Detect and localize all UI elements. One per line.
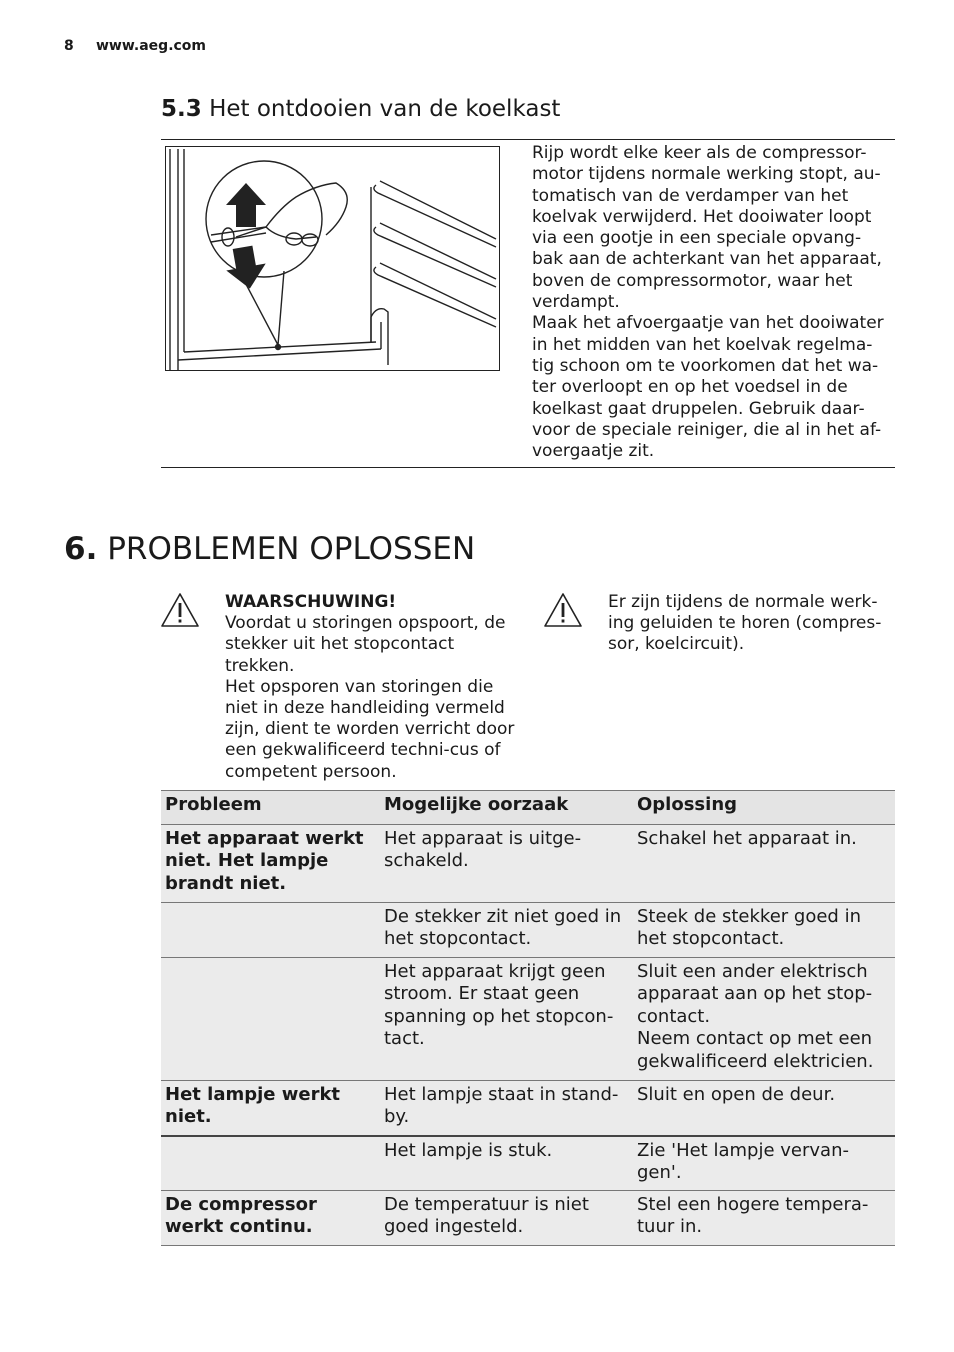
defrost-paragraph-1: Rijp wordt elke keer als de compressor-motor tijdens normale werking stopt, au-tomatisch van de verdamper van het koelvak verwijderd. Het dooiwater loopt via een gootje in een speciale opvang-bak aan de achterkant van het apparaat, boven de compressormotor, waar het verdampt. (532, 143, 882, 313)
cause-cell: Het apparaat is uitge-schakeld. (380, 825, 633, 903)
solution-cell: Stel een hogere tempera-tuur in. (633, 1191, 895, 1246)
header-solution: Oplossing (633, 791, 895, 825)
section-bottom-rule (161, 467, 895, 468)
problem-cell (161, 958, 380, 1081)
header-problem: Probleem (161, 791, 380, 825)
table-row (161, 903, 895, 958)
header-cause: Mogelijke oorzaak (380, 791, 633, 825)
cause-cell: Het apparaat krijgt geen stroom. Er staat geen spanning op het stopcon-tact. (380, 958, 633, 1081)
header-url[interactable]: www.aeg.com (96, 38, 207, 54)
table-row (161, 1081, 895, 1136)
section-number: 5.3 (161, 96, 202, 122)
solution-line-2: Neem contact op met een gekwalificeerd elektricien. (637, 1028, 874, 1072)
note-text: Er zijn tijdens de normale werk-ing geluiden te horen (compres-sor, koelcircuit). (608, 592, 882, 655)
section-top-rule (161, 139, 895, 140)
cause-cell: De temperatuur is niet goed ingesteld. (380, 1191, 633, 1246)
table-row (161, 958, 895, 1081)
chapter-heading (64, 531, 475, 567)
problem-cell (161, 903, 380, 958)
defrost-paragraph-2: Maak het afvoergaatje van het dooiwater in het midden van het koelvak regelma-tig schoon om te voorkomen dat het wa-ter overloopt en op het voedsel in de koelkast gaat druppelen. Gebruik daar-voor de speciale reiniger, die al in het af-voergaatje zit. (532, 313, 884, 462)
cause-cell: Het lampje staat in stand-by. (380, 1081, 633, 1136)
problem-cell: Het apparaat werkt niet. Het lampje brandt niet. (161, 825, 380, 903)
table-row (161, 1191, 895, 1246)
solution-line-1: Sluit een ander elektrisch apparaat aan op het stop-contact. (637, 961, 873, 1027)
cause-cell: Het lampje is stuk. (380, 1136, 633, 1191)
solution-cell: Steek de stekker goed in het stopcontact. (633, 903, 895, 958)
warning-text-2: Het opsporen van storingen die niet in deze handleiding vermeld zijn, dient te worden verricht door een gekwalificeerd techni-cus of competent persoon. (225, 676, 515, 782)
cause-cell: De stekker zit niet goed in het stopcontact. (380, 903, 633, 958)
solution-cell: Zie 'Het lampje vervan-gen'. (633, 1136, 895, 1191)
page-number: 8 (64, 38, 74, 54)
solution-cell (633, 958, 895, 1081)
table-row (161, 825, 895, 903)
troubleshooting-table (161, 790, 895, 1246)
problem-cell: Het lampje werkt niet. (161, 1081, 380, 1136)
section-heading (161, 96, 560, 122)
warning-triangle-icon (543, 592, 583, 628)
section-title: Het ontdooien van de koelkast (209, 96, 561, 122)
problem-cell: De compressor werkt continu. (161, 1191, 380, 1246)
table-header-row (161, 791, 895, 825)
warning-title: WAARSCHUWING! (225, 592, 397, 612)
table-row (161, 1136, 895, 1191)
chapter-number: 6. (64, 531, 98, 567)
solution-cell: Sluit en open de deur. (633, 1081, 895, 1136)
warning-triangle-icon (160, 592, 200, 628)
problem-cell (161, 1136, 380, 1191)
solution-cell: Schakel het apparaat in. (633, 825, 895, 903)
warning-text-1: Voordat u storingen opspoort, de stekker uit het stopcontact trekken. (225, 613, 506, 676)
chapter-title: PROBLEMEN OPLOSSEN (107, 531, 476, 567)
defrost-drain-cleaning-illustration (165, 146, 500, 371)
warning-text (225, 592, 515, 783)
defrost-description (532, 143, 890, 462)
